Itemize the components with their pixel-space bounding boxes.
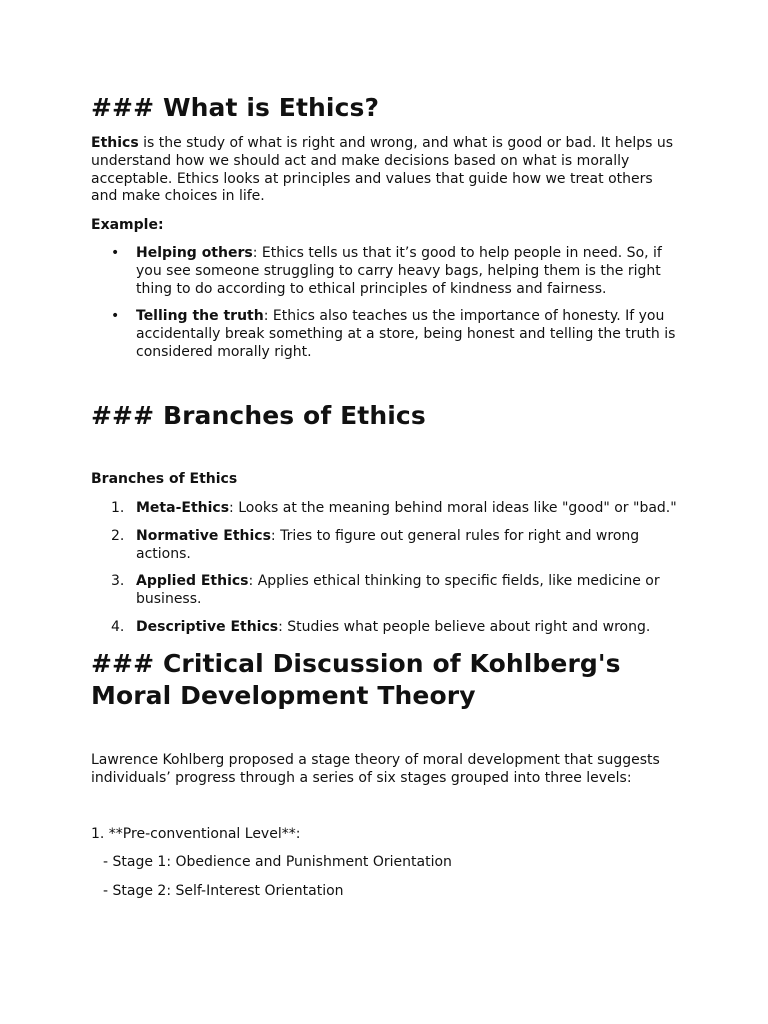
example-label: Example:	[91, 217, 164, 233]
list-item	[91, 308, 681, 361]
bullet-icon: •	[111, 245, 120, 261]
list-item	[91, 500, 681, 518]
example-term: Helping others	[136, 245, 253, 261]
list-item	[91, 245, 681, 298]
branches-list	[91, 500, 681, 637]
bullet-icon: •	[111, 308, 120, 325]
branch-text: : Applies ethical thinking to specific fields, like medicine or business.	[136, 573, 660, 608]
ethics-term: Ethics	[91, 135, 139, 151]
branch-text: : Studies what people believe about right and wrong.	[278, 618, 651, 635]
ethics-definition-text: is the study of what is right and wrong, and what is good or bad. It helps us understand how we should act and make decisions based on what is morally acceptable. Ethics looks at principles and values that guide how we treat others and make choices in life.	[91, 135, 674, 205]
list-item	[91, 619, 681, 637]
list-item	[91, 528, 681, 564]
list-number: 1.	[111, 500, 125, 516]
branch-term: Descriptive Ethics	[136, 618, 279, 635]
example-term: Telling the truth	[136, 308, 264, 325]
stage-2-line: - Stage 2: Self-Interest Orientation	[103, 883, 344, 899]
heading-kohlberg-discussion: ### Critical Discussion of Kohlberg's Moral Development Theory	[91, 649, 621, 710]
branch-term: Meta-Ethics	[136, 500, 230, 516]
branch-text: : Looks at the meaning behind moral ideas like "good" or "bad."	[229, 500, 677, 516]
list-number: 4.	[111, 618, 125, 635]
list-number: 3.	[111, 573, 125, 590]
example-text: : Ethics also teaches us the importance of honesty. If you accidentally break something at a store, being honest and telling the truth is considered morally right.	[136, 308, 676, 360]
stage-1-line: - Stage 1: Obedience and Punishment Orientation	[103, 854, 452, 870]
example-text: : Ethics tells us that it’s good to help people in need. So, if you see someone struggling to carry heavy bags, helping them is the right thing to do according to ethical principles of kindness and fairness.	[136, 245, 662, 297]
branch-term: Normative Ethics	[136, 527, 271, 544]
ethics-definition-paragraph	[91, 135, 681, 206]
heading-what-is-ethics: ### What is Ethics?	[91, 93, 380, 122]
level-1-line: 1. **Pre-conventional Level**:	[91, 826, 301, 842]
heading-branches-of-ethics: ### Branches of Ethics	[91, 401, 426, 430]
branch-text: : Tries to figure out general rules for right and wrong actions.	[136, 527, 640, 562]
kohlberg-intro-paragraph: Lawrence Kohlberg proposed a stage theory of moral development that suggests individuals’ progress through a series of six stages grouped into three levels:	[91, 752, 660, 786]
examples-list	[91, 245, 681, 362]
list-number: 2.	[111, 527, 125, 544]
branches-subheading: Branches of Ethics	[91, 471, 238, 487]
list-item	[91, 573, 681, 609]
branch-term: Applied Ethics	[136, 573, 249, 590]
